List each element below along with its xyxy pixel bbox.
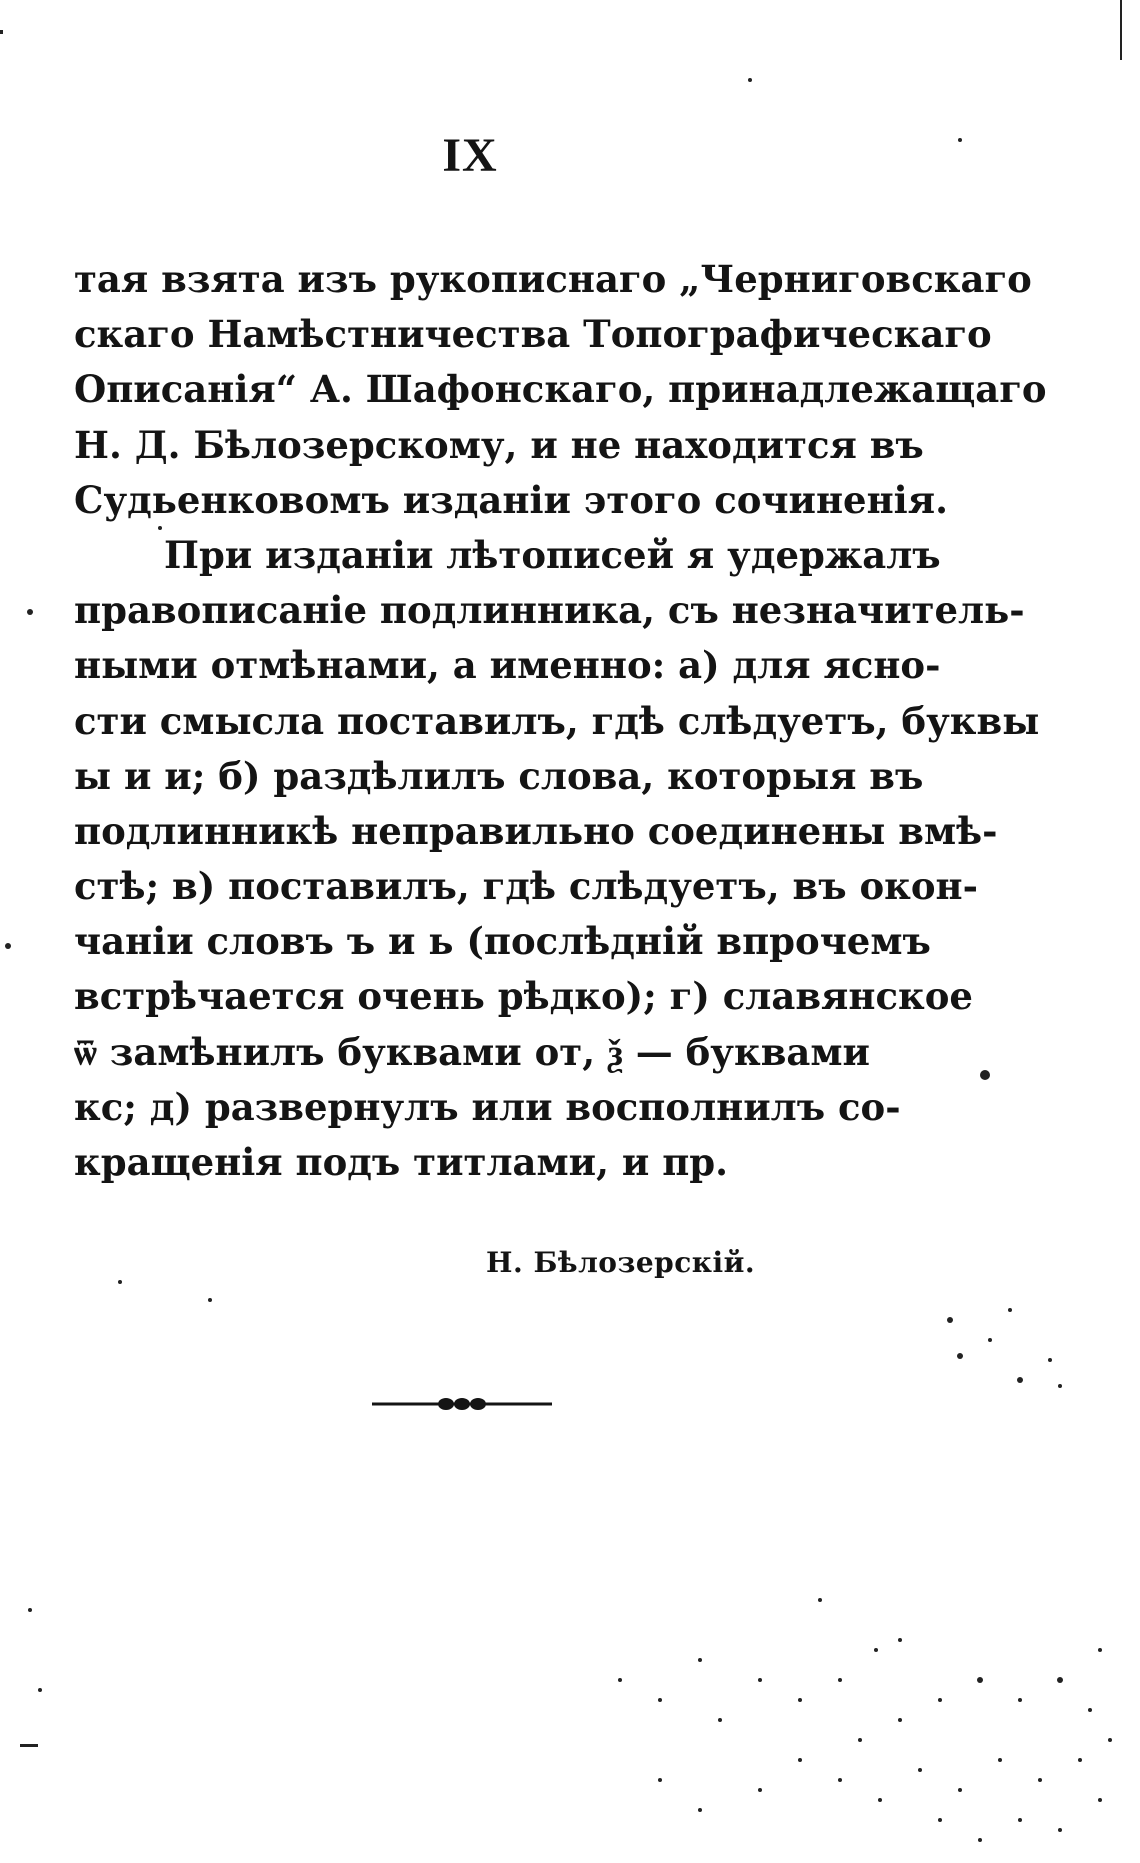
text-line: Описанія“ А. Шафонскаго, принадлежащаго bbox=[74, 367, 1047, 412]
text-line: встрѣчается очень рѣдко); г) славянское bbox=[74, 974, 973, 1019]
text-line: При изданіи лѣтописей я удержалъ bbox=[164, 532, 941, 577]
text-line: ы и и; б) раздѣлилъ слова, которыя въ bbox=[74, 753, 924, 798]
page-number: IX bbox=[442, 129, 498, 182]
text-line: Н. Д. Бѣлозерскому, и не находится въ bbox=[74, 422, 924, 467]
body-text bbox=[74, 252, 1047, 1190]
text-line: тая взята изъ рукописнаго „Черниговскаго bbox=[74, 257, 1032, 301]
text-line: ѿ замѣнилъ буквами от, ѯ — буквами bbox=[74, 1029, 870, 1074]
text-line: чаніи словъ ъ и ь (послѣдній впрочемъ bbox=[74, 919, 931, 964]
text-line: скаго Намѣстничества Топографическаго bbox=[74, 312, 992, 357]
text-line: кс; д) развернулъ или восполнилъ со- bbox=[74, 1084, 901, 1129]
ornament-divider bbox=[372, 1390, 552, 1418]
text-line: сти смысла поставилъ, гдѣ слѣдуетъ, буквы bbox=[74, 698, 1040, 743]
text-line: ными отмѣнами, а именно: а) для ясно- bbox=[74, 643, 941, 688]
text-line: стѣ; в) поставилъ, гдѣ слѣдуетъ, въ окон- bbox=[74, 864, 978, 909]
text-line: правописаніе подлинника, съ незначитель- bbox=[74, 588, 1025, 633]
text-line: Судьенковомъ изданіи этого сочиненія. bbox=[74, 477, 948, 522]
author-signature: Н. Бѣлозерскій. bbox=[486, 1246, 756, 1279]
text-line: подлинникѣ неправильно соединены вмѣ- bbox=[74, 808, 998, 853]
text-line: кращенія подъ титлами, и пр. bbox=[74, 1140, 729, 1184]
